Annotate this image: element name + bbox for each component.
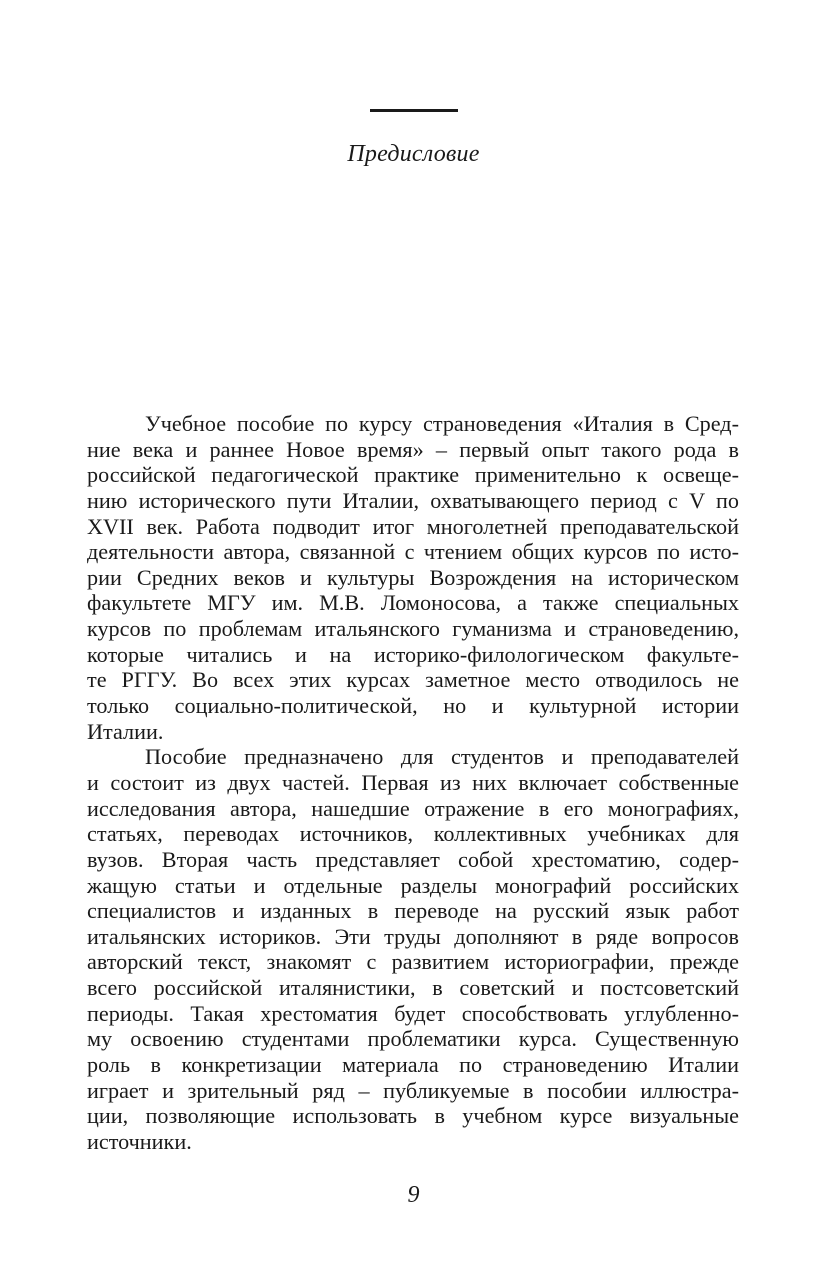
text-line: Италии. (87, 718, 164, 744)
text-line: играет и зрительный ряд – публикуемые в пособии иллюстра- (87, 1077, 739, 1103)
text-line: исследования автора, нашедшие отражение в его монографиях, (87, 795, 739, 821)
text-line: всего российской италянистики, в советский и постсоветский (87, 975, 739, 1001)
body-text (87, 411, 739, 1155)
text-line: жащую статьи и отдельные разделы монографий российских (87, 872, 739, 898)
text-line: XVII век. Работа подводит итог многолетней преподавательской (87, 513, 739, 539)
text-line: специалистов и изданных в переводе на русский язык работ (87, 898, 739, 924)
text-line: итальянских историков. Эти труды дополняют в ряде вопросов (87, 923, 739, 949)
text-line: рии Средних веков и культуры Возрождения на историческом (87, 564, 739, 590)
text-line: источники. (87, 1128, 192, 1154)
text-line: российской педагогической практике применительно к освеще- (87, 462, 739, 488)
text-line: периоды. Такая хрестоматия будет способствовать углубленно- (87, 1000, 739, 1026)
text-line: вузов. Вторая часть представляет собой хрестоматию, содер- (87, 846, 739, 872)
text-line: нию исторического пути Италии, охватывающего период с V по (87, 487, 739, 513)
header-rule (370, 109, 458, 112)
paragraph (87, 411, 739, 744)
text-line: факультете МГУ им. М.В. Ломоносова, а также специальных (87, 590, 739, 616)
text-line: которые читались и на историко-филологическом факульте- (87, 641, 739, 667)
paragraph (87, 744, 739, 1154)
text-line: Пособие предназначено для студентов и преподавателей (145, 744, 739, 770)
text-line: деятельности автора, связанной с чтением общих курсов по исто- (87, 539, 739, 565)
text-line: курсов по проблемам итальянского гуманизма и страноведению, (87, 616, 739, 642)
text-line: те РГГУ. Во всех этих курсах заметное место отводилось не (87, 667, 739, 693)
text-line: авторский текст, знакомят с развитием историографии, прежде (87, 949, 739, 975)
text-line: Учебное пособие по курсу страноведения «Италия в Сред- (145, 411, 739, 436)
section-heading: Предисловие (347, 141, 480, 167)
text-line: только социально-политической, но и культурной истории (87, 693, 739, 719)
text-line: роль в конкретизации материала по страноведению Италии (87, 1052, 739, 1078)
text-line: ции, позволяющие использовать в учебном курсе визуальные (87, 1103, 739, 1129)
page-number: 9 (407, 1182, 420, 1208)
text-line: статьях, переводах источников, коллективных учебниках для (87, 821, 739, 847)
text-line: ние века и раннее Новое время» – первый опыт такого рода в (87, 436, 739, 462)
text-line: му освоению студентами проблематики курса. Существенную (87, 1026, 739, 1052)
text-line: и состоит из двух частей. Первая из них включает собственные (87, 769, 739, 795)
